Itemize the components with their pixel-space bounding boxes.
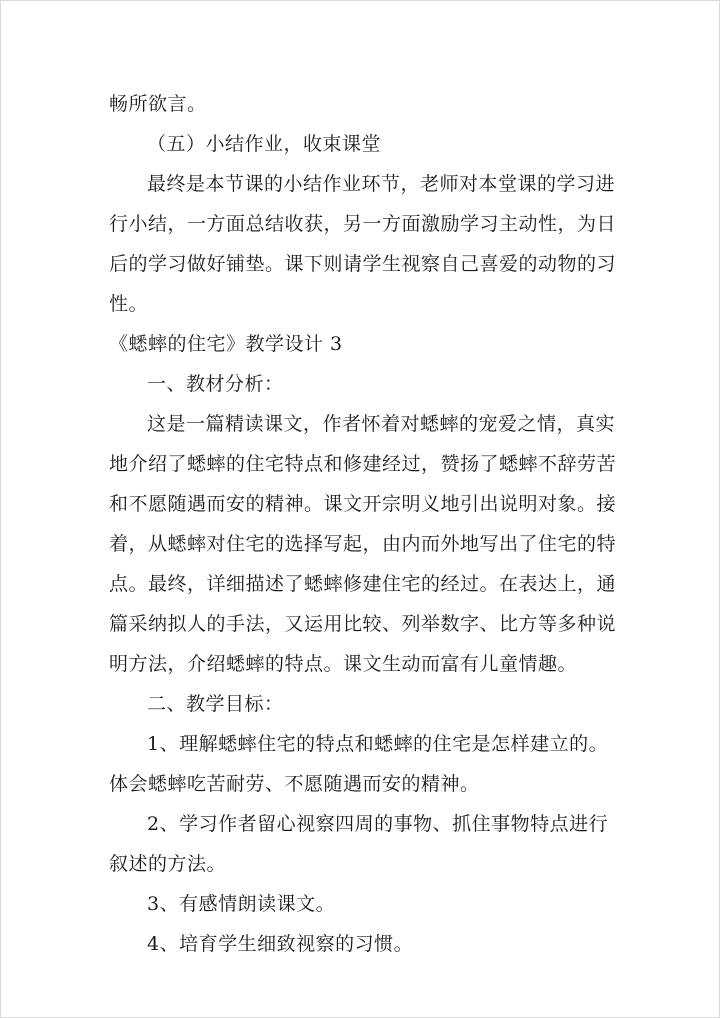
paragraph-line: 行小结，一方面总结收获，另一方面激励学习主动性，为日	[109, 213, 617, 235]
paragraph-line: 后的学习做好铺垫。课下则请学生视察自己喜爱的动物的习	[109, 253, 617, 275]
list-item: 2、学习作者留心视察四周的事物、抓住事物特点进行	[147, 813, 609, 835]
paragraph-line: 点。最终，详细描述了蟋蟀修建住宅的经过。在表达上，通	[109, 573, 617, 595]
paragraph-line: 地介绍了蟋蟀的住宅特点和修建经过，赞扬了蟋蟀不辞劳苦	[109, 453, 617, 475]
paragraph-line: 着，从蟋蟀对住宅的选择写起，由内而外地写出了住宅的特	[109, 533, 617, 555]
document-body	[109, 89, 617, 959]
document-title: 《蟋蟀的住宅》教学设计 3	[109, 333, 343, 355]
paragraph-line: 最终是本节课的小结作业环节，老师对本堂课的学习进	[147, 173, 616, 195]
paragraph-line: 和不愿随遇而安的精神。课文开宗明义地引出说明对象。接	[109, 493, 617, 515]
paragraph-line: 篇采纳拟人的手法，又运用比较、列举数字、比方等多种说	[109, 613, 617, 635]
paragraph-line: 这是一篇精读课文，作者怀着对蟋蟀的宠爱之情，真实	[147, 413, 616, 435]
paragraph-line: 明方法，介绍蟋蟀的特点。课文生动而富有儿童情趣。	[109, 653, 578, 675]
paragraph-line: 叙述的方法。	[109, 853, 227, 875]
paragraph-line: 畅所欲言。	[109, 93, 207, 115]
section-heading: 一、教材分析：	[147, 373, 284, 395]
section-heading: （五）小结作业，收束课堂	[147, 133, 382, 155]
paragraph-line: 性。	[109, 293, 149, 315]
paragraph-line: 体会蟋蟀吃苦耐劳、不愿随遇而安的精神。	[109, 773, 480, 795]
list-item: 3、有感情朗读课文。	[147, 893, 336, 915]
list-item: 4、培育学生细致视察的习惯。	[147, 933, 414, 955]
section-heading: 二、教学目标：	[147, 693, 284, 715]
list-item: 1、理解蟋蟀住宅的特点和蟋蟀的住宅是怎样建立的。	[147, 733, 609, 755]
